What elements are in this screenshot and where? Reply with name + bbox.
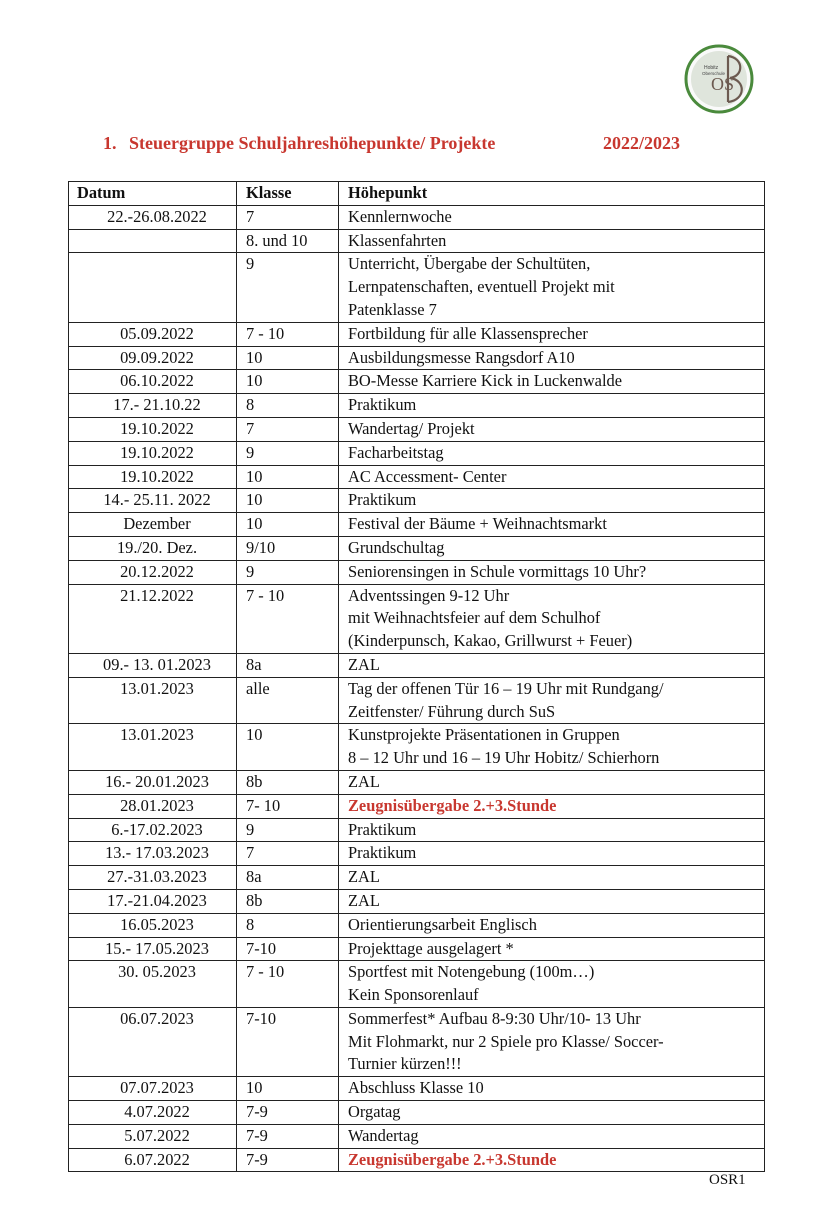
cell-highlight: [339, 1148, 765, 1172]
cell-date: 17.- 21.10.22: [69, 394, 237, 418]
cell-date: 30. 05.2023: [69, 961, 237, 1008]
highlight-line: Kein Sponsorenlauf: [348, 985, 479, 1005]
table-row: [69, 322, 765, 346]
highlight-line: Wandertag/ Projekt: [348, 418, 475, 438]
cell-class: 8: [237, 913, 339, 937]
highlight-line: Zeitfenster/ Führung durch SuS: [348, 701, 556, 721]
cell-date: 19.10.2022: [69, 417, 237, 441]
header-date: Datum: [69, 182, 237, 206]
highlight-line: Sportfest mit Notengebung (100m…): [348, 962, 595, 982]
cell-class: 9/10: [237, 536, 339, 560]
cell-highlight: [339, 1124, 765, 1148]
table-row: [69, 961, 765, 1008]
highlight-line: Fortbildung für alle Klassensprecher: [348, 323, 588, 343]
highlight-line: Ausbildungsmesse Rangsdorf A10: [348, 347, 575, 367]
cell-highlight: [339, 1007, 765, 1076]
cell-class: 10: [237, 489, 339, 513]
cell-highlight: [339, 229, 765, 253]
cell-highlight: [339, 889, 765, 913]
table-row: [69, 937, 765, 961]
cell-highlight: [339, 417, 765, 441]
table-row: [69, 253, 765, 322]
cell-highlight: [339, 513, 765, 537]
cell-class: 7 - 10: [237, 584, 339, 653]
table-row: [69, 653, 765, 677]
cell-class: 10: [237, 724, 339, 771]
highlight-line: Tag der offenen Tür 16 – 19 Uhr mit Rundgang/: [348, 678, 664, 698]
cell-highlight: [339, 724, 765, 771]
highlight-line: BO-Messe Karriere Kick in Luckenwalde: [348, 371, 622, 391]
cell-class: 10: [237, 370, 339, 394]
school-logo: [684, 44, 754, 114]
cell-class: 7-9: [237, 1124, 339, 1148]
cell-class: 8b: [237, 770, 339, 794]
highlight-line: Festival der Bäume + Weihnachtsmarkt: [348, 514, 607, 534]
highlight-line: Facharbeitstag: [348, 442, 444, 462]
cell-highlight: [339, 489, 765, 513]
cell-date: 14.- 25.11. 2022: [69, 489, 237, 513]
cell-class: 9: [237, 560, 339, 584]
cell-date: 13.01.2023: [69, 677, 237, 724]
cell-date: 09.- 13. 01.2023: [69, 653, 237, 677]
highlight-line: Kennlernwoche: [348, 206, 452, 226]
title-text: Steuergruppe Schuljahreshöhepunkte/ Projekte: [129, 133, 496, 153]
table-row: [69, 818, 765, 842]
cell-highlight: [339, 677, 765, 724]
cell-highlight: [339, 441, 765, 465]
cell-class: 7: [237, 842, 339, 866]
cell-date: 06.07.2023: [69, 1007, 237, 1076]
highlight-line: Turnier kürzen!!!: [348, 1054, 462, 1074]
cell-date: 28.01.2023: [69, 794, 237, 818]
highlight-line: Mit Flohmarkt, nur 2 Spiele pro Klasse/ Soccer-: [348, 1031, 664, 1051]
cell-class: 7-9: [237, 1148, 339, 1172]
table-row: [69, 842, 765, 866]
cell-date: 16.- 20.01.2023: [69, 770, 237, 794]
table-row: [69, 913, 765, 937]
table-row: [69, 229, 765, 253]
highlight-line: 8 – 12 Uhr und 16 – 19 Uhr Hobitz/ Schierhorn: [348, 748, 660, 768]
cell-date: Dezember: [69, 513, 237, 537]
highlight-line: Kunstprojekte Präsentationen in Gruppen: [348, 725, 620, 745]
cell-class: 9: [237, 441, 339, 465]
table-row: [69, 536, 765, 560]
cell-date: 22.-26.08.2022: [69, 205, 237, 229]
table-row: [69, 584, 765, 653]
header-highlight: Höhepunkt: [339, 182, 765, 206]
cell-class: 7: [237, 417, 339, 441]
cell-class: 7-10: [237, 937, 339, 961]
highlight-line: (Kinderpunsch, Kakao, Grillwurst + Feuer): [348, 631, 633, 651]
cell-date: 27.-31.03.2023: [69, 866, 237, 890]
highlight-line: Orgatag: [348, 1102, 401, 1122]
cell-date: 19.10.2022: [69, 465, 237, 489]
cell-class: 10: [237, 513, 339, 537]
highlight-line: ZAL: [348, 890, 380, 910]
cell-class: 10: [237, 465, 339, 489]
highlight-line: Orientierungsarbeit Englisch: [348, 914, 537, 934]
cell-class: 8. und 10: [237, 229, 339, 253]
cell-class: 7 - 10: [237, 961, 339, 1008]
highlight-line: Projekttage ausgelagert *: [348, 938, 514, 958]
highlight-line: Patenklasse 7: [348, 299, 437, 319]
highlight-line: Praktikum: [348, 819, 417, 839]
highlight-line: ZAL: [348, 867, 380, 887]
cell-class: 7-9: [237, 1101, 339, 1125]
cell-date: [69, 253, 237, 322]
cell-date: 05.09.2022: [69, 322, 237, 346]
table-row: [69, 724, 765, 771]
schedule-table: [68, 181, 765, 1172]
document-code: OSR1: [709, 1172, 746, 1188]
highlight-line: Zeugnisübergabe 2.+3.Stunde: [348, 795, 557, 815]
highlight-line: Seniorensingen in Schule vormittags 10 Uhr?: [348, 561, 647, 581]
table-row: [69, 1101, 765, 1125]
svg-text:Hobitz: Hobitz: [704, 65, 719, 71]
table-row: [69, 1148, 765, 1172]
table-row: [69, 1124, 765, 1148]
cell-highlight: [339, 1077, 765, 1101]
cell-highlight: [339, 584, 765, 653]
cell-highlight: [339, 370, 765, 394]
table-row: [69, 513, 765, 537]
table-row: [69, 770, 765, 794]
cell-highlight: [339, 322, 765, 346]
cell-highlight: [339, 937, 765, 961]
cell-class: 10: [237, 346, 339, 370]
cell-highlight: [339, 961, 765, 1008]
cell-highlight: [339, 205, 765, 229]
cell-date: 06.10.2022: [69, 370, 237, 394]
cell-highlight: [339, 560, 765, 584]
highlight-line: ZAL: [348, 771, 380, 791]
svg-text:OS: OS: [711, 74, 735, 94]
cell-date: 19./20. Dez.: [69, 536, 237, 560]
cell-date: 6.07.2022: [69, 1148, 237, 1172]
cell-date: 07.07.2023: [69, 1077, 237, 1101]
cell-class: 7- 10: [237, 794, 339, 818]
cell-class: 7: [237, 205, 339, 229]
highlight-line: Lernpatenschaften, eventuell Projekt mit: [348, 277, 615, 297]
cell-highlight: [339, 794, 765, 818]
cell-class: 10: [237, 1077, 339, 1101]
table-row: [69, 465, 765, 489]
table-row: [69, 677, 765, 724]
highlight-line: Zeugnisübergabe 2.+3.Stunde: [348, 1149, 557, 1169]
cell-class: 8b: [237, 889, 339, 913]
title-number: 1.: [103, 133, 117, 153]
cell-date: 09.09.2022: [69, 346, 237, 370]
cell-date: 5.07.2022: [69, 1124, 237, 1148]
highlight-line: mit Weihnachtsfeier auf dem Schulhof: [348, 608, 601, 628]
cell-highlight: [339, 536, 765, 560]
cell-class: 7 - 10: [237, 322, 339, 346]
cell-class: 8: [237, 394, 339, 418]
cell-highlight: [339, 818, 765, 842]
cell-date: 4.07.2022: [69, 1101, 237, 1125]
cell-highlight: [339, 842, 765, 866]
highlight-line: Sommerfest* Aufbau 8-9:30 Uhr/10- 13 Uhr: [348, 1008, 641, 1028]
cell-highlight: [339, 653, 765, 677]
cell-date: 17.-21.04.2023: [69, 889, 237, 913]
cell-highlight: [339, 1101, 765, 1125]
table-row: [69, 417, 765, 441]
table-row: [69, 370, 765, 394]
cell-class: alle: [237, 677, 339, 724]
header-class: Klasse: [237, 182, 339, 206]
table-row: [69, 489, 765, 513]
highlight-line: Grundschultag: [348, 537, 445, 557]
cell-date: 16.05.2023: [69, 913, 237, 937]
table-header-row: [69, 182, 765, 206]
table-row: [69, 889, 765, 913]
cell-date: 15.- 17.05.2023: [69, 937, 237, 961]
cell-date: [69, 229, 237, 253]
highlight-line: Adventssingen 9-12 Uhr: [348, 585, 510, 605]
highlight-line: Praktikum: [348, 843, 417, 863]
cell-class: 7-10: [237, 1007, 339, 1076]
cell-date: 13.01.2023: [69, 724, 237, 771]
highlight-line: Unterricht, Übergabe der Schultüten,: [348, 254, 591, 274]
cell-class: 9: [237, 253, 339, 322]
cell-highlight: [339, 866, 765, 890]
cell-date: 19.10.2022: [69, 441, 237, 465]
school-year: 2022/2023: [603, 133, 681, 153]
cell-class: 9: [237, 818, 339, 842]
highlight-line: ZAL: [348, 654, 380, 674]
cell-date: 13.- 17.03.2023: [69, 842, 237, 866]
highlight-line: Wandertag: [348, 1125, 419, 1145]
table-row: [69, 794, 765, 818]
cell-highlight: [339, 253, 765, 322]
table-row: [69, 441, 765, 465]
table-row: [69, 1077, 765, 1101]
cell-class: 8a: [237, 866, 339, 890]
page-title: [103, 133, 681, 154]
table-row: [69, 1007, 765, 1076]
cell-date: 21.12.2022: [69, 584, 237, 653]
cell-highlight: [339, 394, 765, 418]
cell-date: 20.12.2022: [69, 560, 237, 584]
highlight-line: Praktikum: [348, 395, 417, 415]
highlight-line: Klassenfahrten: [348, 230, 447, 250]
cell-highlight: [339, 913, 765, 937]
cell-highlight: [339, 346, 765, 370]
highlight-line: Praktikum: [348, 490, 417, 510]
cell-class: 8a: [237, 653, 339, 677]
cell-date: 6.-17.02.2023: [69, 818, 237, 842]
cell-highlight: [339, 465, 765, 489]
table-row: [69, 560, 765, 584]
highlight-line: AC Accessment- Center: [348, 466, 507, 486]
table-row: [69, 866, 765, 890]
cell-highlight: [339, 770, 765, 794]
svg-text:Oberschule: Oberschule: [702, 71, 726, 76]
table-row: [69, 346, 765, 370]
table-row: [69, 394, 765, 418]
table-row: [69, 205, 765, 229]
highlight-line: Abschluss Klasse 10: [348, 1078, 484, 1098]
